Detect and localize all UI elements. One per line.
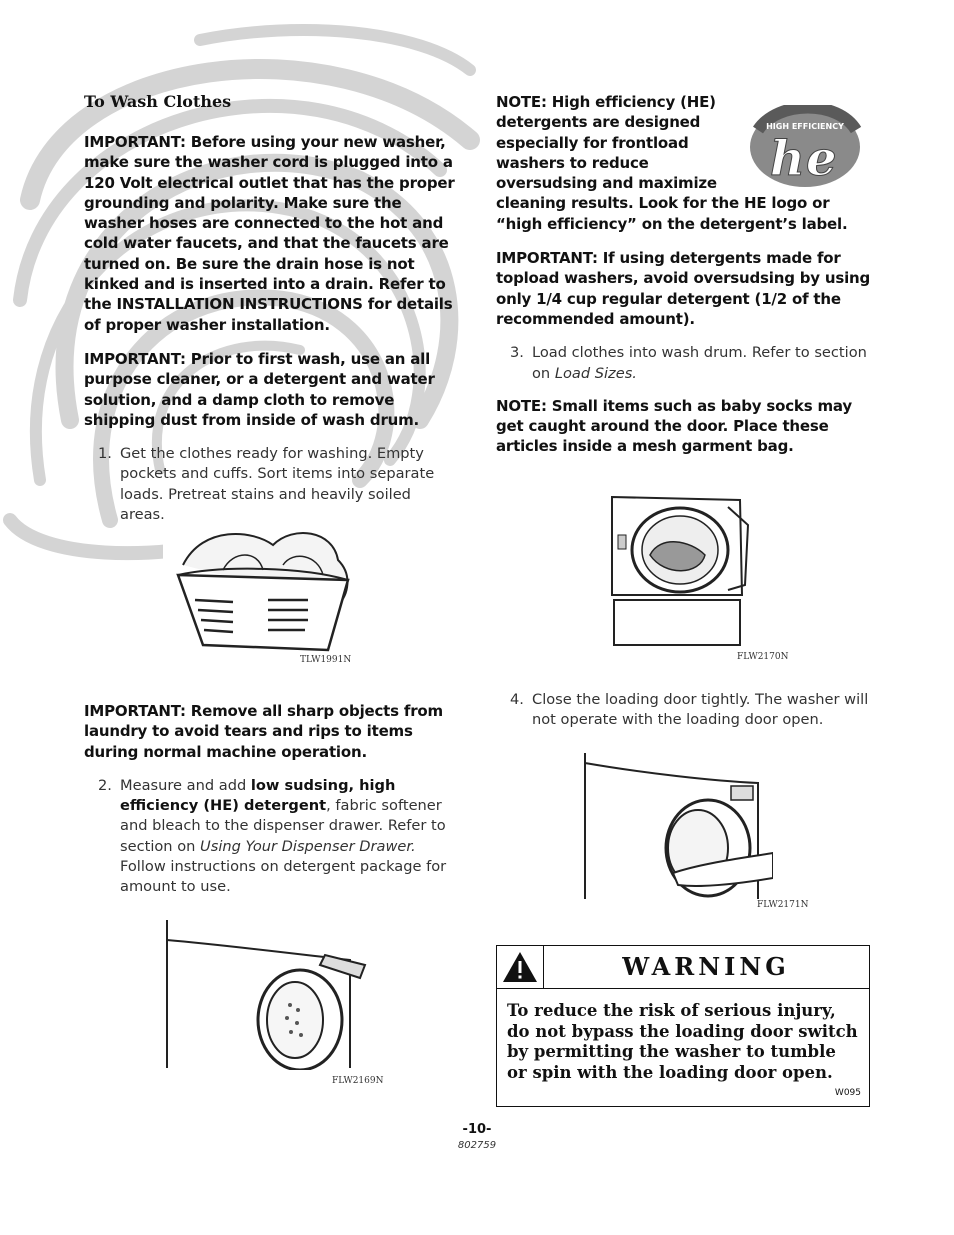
figure-caption-3: FLW2170N [737,652,789,662]
step-2-text-c: Follow instructions on detergent package for amount to use. [120,858,447,896]
right-column-step4 [496,690,874,741]
page-number: -10- [462,1122,492,1137]
step-3-number: 3. [510,344,524,362]
important-note-sharp-objects: IMPORTANT: Remove all sharp objects from laundry to avoid tears and rips to items during normal machine operation. [84,702,443,761]
svg-text:h: h [770,131,805,187]
he-logo [748,105,863,190]
washer-loaded-illustration [610,495,750,650]
warning-title: WARNING [622,952,790,981]
step-3 [496,343,874,384]
important-note-topload: IMPORTANT: If using detergents made for topload washers, avoid oversudsing by using only 1/4 cup regular detergent (1/2 of the recommended amount). [496,249,871,328]
step-2-number: 2. [98,776,112,794]
important-note-first-wash: IMPORTANT: Prior to first wash, use an all purpose cleaner, or a detergent and water solution, and a damp cloth to remove shipping dust from inside of wash drum. [84,349,435,429]
step-4 [496,690,874,731]
step-2 [84,776,459,898]
step-4-number: 4. [510,691,524,708]
important-note-power: IMPORTANT: Before using your new washer, make sure the washer cord is plugged into a 120 Volt electrical outlet that has the proper grounding and polarity. Make sure the washer hoses are connected to the hot and cold water faucets, and that the faucets are turned on. Be sure the drain hose is not kinked and is inserted into a drain. Refer to the INSTALLATION INSTRUCTIONS for details of proper washer installation. [84,133,455,334]
step-2-text-b: , fabric softener and bleach to the dispenser drawer. Refer to section on [120,797,446,855]
section-title: To Wash Clothes [84,92,232,111]
step-1-number: 1. [98,445,112,463]
step-2-text-a: Measure and add [120,776,251,794]
warning-body: To reduce the risk of serious injury, do not bypass the loading door switch by permitting the washer to tumble or spin with the loading door open. [507,1001,858,1082]
washer-dispenser-illustration [165,920,380,1070]
washer-door-closing-illustration [583,753,773,901]
left-column-lower [84,701,459,908]
he-logo-text: HIGH EFFICIENCY [766,122,844,131]
warning-box [496,945,870,1107]
figure-caption-2: FLW2169N [332,1076,384,1086]
laundry-basket-illustration [163,525,363,660]
step-2-bold: low sudsing, high efficiency (HE) detergent [120,776,396,815]
svg-text:e: e [806,131,837,187]
warning-code: W095 [834,1088,861,1098]
note-he-detergent-text: NOTE: High efficiency (HE) detergents are designed especially for frontload washers to reduce oversudsing and maximize cleaning results. Look for the HE logo or “high efficiency” on the detergent’s label. [496,93,848,233]
left-column [84,92,459,535]
step-3-text: Load clothes into wash drum. Refer to section on [532,344,867,382]
step-3-italic: Load Sizes. [554,364,637,382]
warning-header [497,946,869,989]
figure-caption-1: TLW1991N [300,655,352,665]
step-1-text: Get the clothes ready for washing. Empty pockets and cuffs. Sort items into separate loads. Pretreat stains and heavily soiled areas. [120,445,435,524]
warning-triangle-icon [497,946,544,988]
figure-caption-4: FLW2171N [757,900,809,910]
step-2-italic: Using Your Dispenser Drawer. [200,837,416,855]
note-small-items: NOTE: Small items such as baby socks may get caught around the door. Place these articles inside a mesh garment bag. [496,396,852,456]
step-1 [84,444,459,525]
step-4-text: Close the loading door tightly. The washer will not operate with the loading door open. [532,691,869,729]
document-number: 802759 [457,1140,497,1151]
